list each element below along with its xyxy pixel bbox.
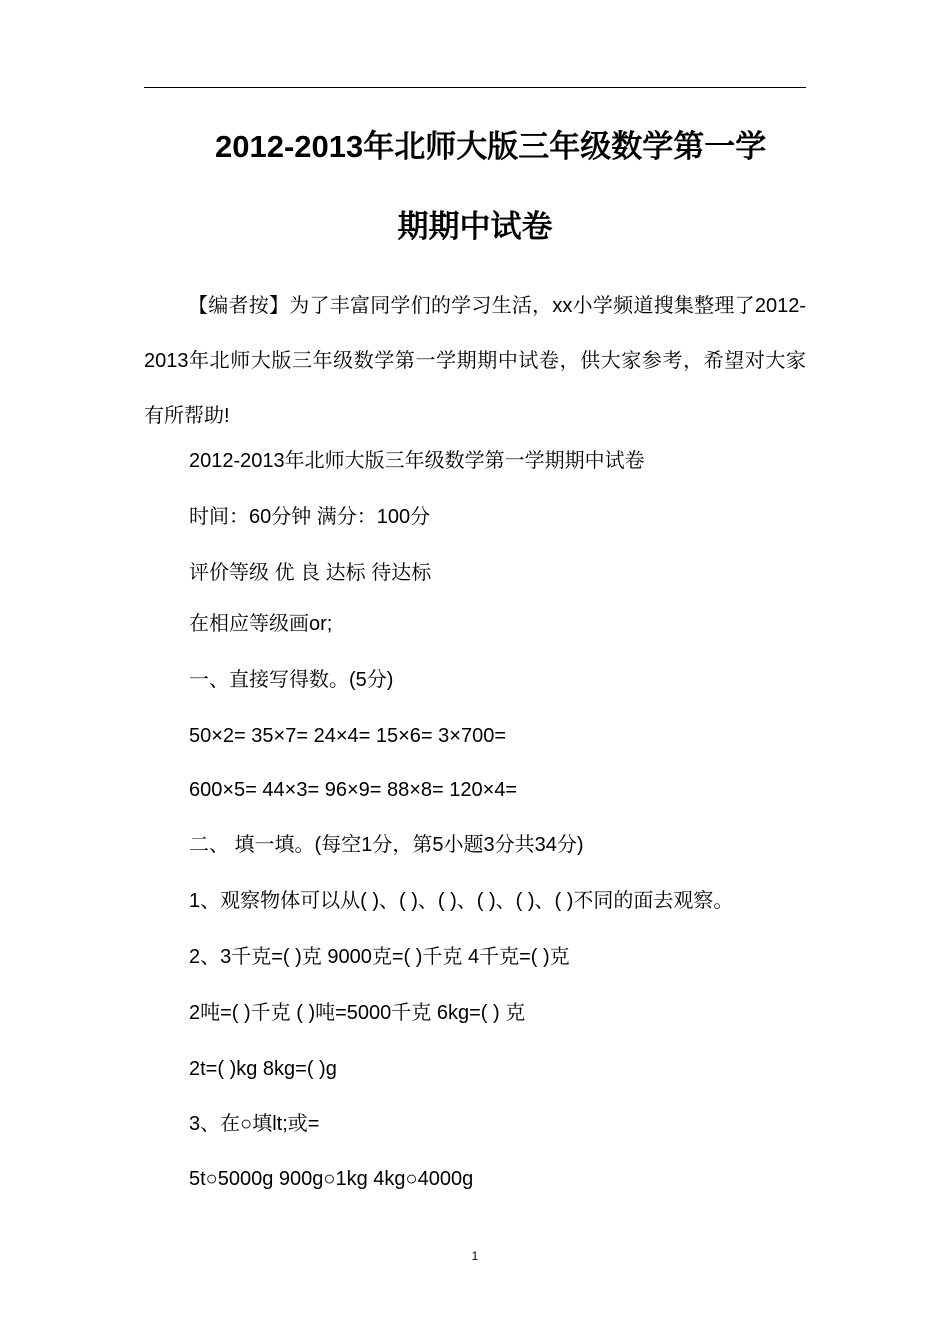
- document-title-line-1: 2012-2013年北师大版三年级数学第一学: [215, 129, 767, 164]
- paragraph-rating-instruction: 在相应等级画or;: [189, 613, 333, 635]
- section-1-row-1: 50×2= 35×7= 24×4= 15×6= 3×700=: [189, 725, 506, 747]
- document-title-line-2: 期期中试卷: [397, 209, 553, 244]
- question-2-row-1: 2、3千克=( )克 9000克=( )千克 4千克=( )克: [189, 946, 570, 968]
- question-1: 1、观察物体可以从( )、( )、( )、( )、( )、( )不同的面去观察。: [189, 890, 734, 912]
- editor-note-paragraph: 【编者按】为了丰富同学们的学习生活，xx小学频道搜集整理了2012-2013年北师大版三年级数学第一学期期中试卷，供大家参考，希望对大家有所帮助!: [144, 295, 806, 427]
- question-2-row-2: 2吨=( )千克 ( )吨=5000千克 6kg=( ) 克: [189, 1002, 526, 1024]
- header-rule: [144, 87, 806, 88]
- page-number: 1: [471, 1249, 479, 1263]
- question-3-row-1: 5t○5000g 900g○1kg 4kg○4000g: [189, 1168, 474, 1190]
- section-1-heading: 一、直接写得数。(5分): [189, 669, 394, 691]
- section-1-row-2: 600×5= 44×3= 96×9= 88×8= 120×4=: [189, 779, 518, 801]
- paragraph-time-score: 时间：60分钟 满分：100分: [189, 506, 431, 528]
- question-2-row-3: 2t=( )kg 8kg=( )g: [189, 1058, 337, 1080]
- question-3: 3、在○填lt;或=: [189, 1113, 320, 1135]
- section-2-heading: 二、 填一填。(每空1分，第5小题3分共34分): [189, 834, 584, 856]
- paragraph-exam-title: 2012-2013年北师大版三年级数学第一学期期中试卷: [189, 450, 645, 472]
- paragraph-rating-levels: 评价等级 优 良 达标 待达标: [189, 562, 432, 584]
